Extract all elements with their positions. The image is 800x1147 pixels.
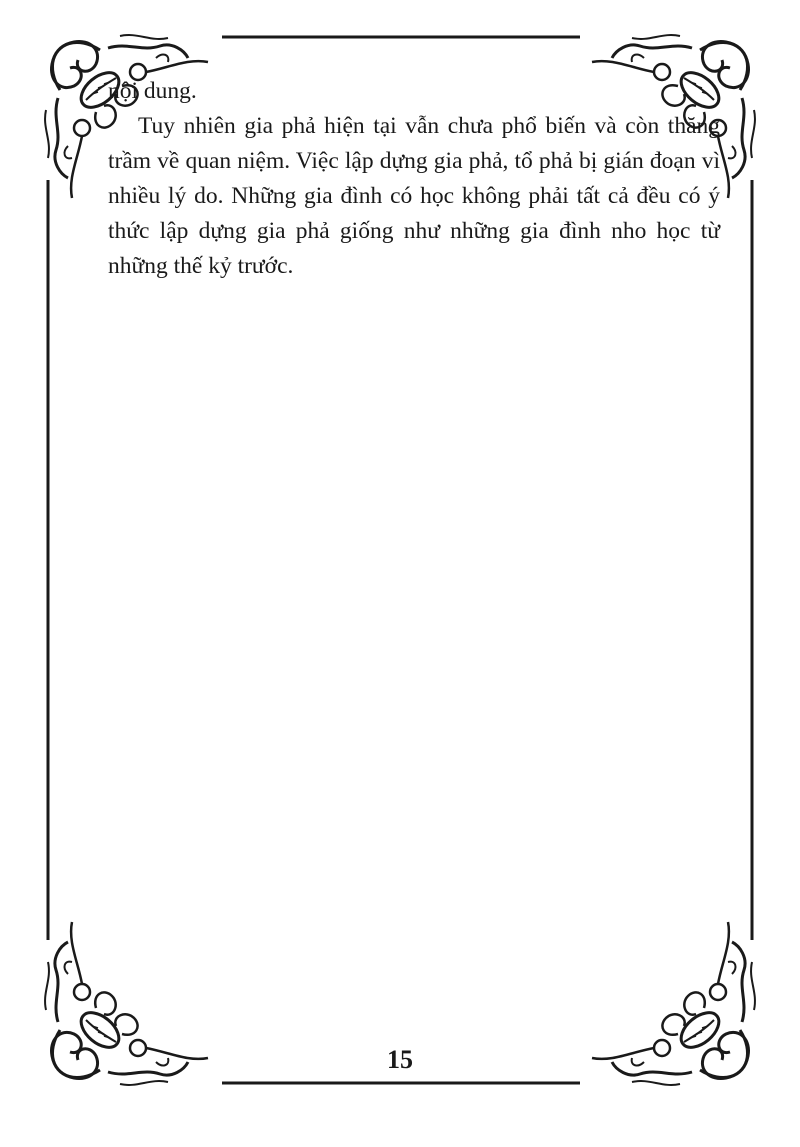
paragraph-continuation: nội dung.: [108, 78, 197, 104]
body-text: [108, 74, 720, 284]
paragraph: Tuy nhiên gia phả hiện tại vẫn chưa phổ biến và còn thăng trầm về quan niệm. Việc lập dựng gia phả, tổ phả bị gián đoạn vì nhiều lý do. Những gia đình có học không phải tất cả đều có ý thức lập dựng gia phả giống như những gia đình nho học từ những thế kỷ trước.: [108, 113, 720, 279]
page-number: 15: [387, 1045, 413, 1074]
